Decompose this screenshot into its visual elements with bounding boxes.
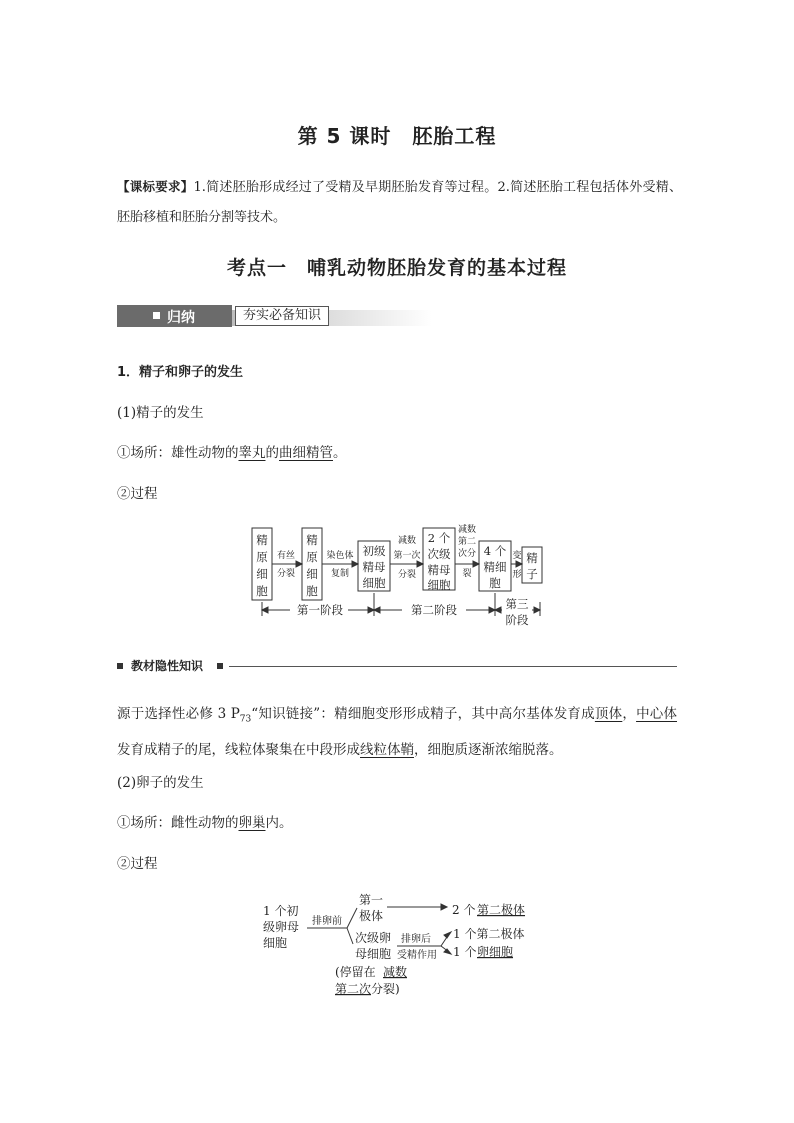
arrow-5-top-1: 变 xyxy=(512,551,522,561)
output-2-prefix: 1 个 xyxy=(453,945,477,959)
arrow-3-top-2: 第一次 xyxy=(393,551,421,561)
egg-place: ①场所：雌性动物的卵巢内。 xyxy=(117,815,293,831)
note-line-1-term: 减数 xyxy=(383,965,408,979)
sperm-process-label: ②过程 xyxy=(117,486,158,502)
diagram-cell-5-line-1: 4 个 xyxy=(483,544,507,558)
stage-1-label: 第一阶段 xyxy=(297,603,343,617)
stage-2-label: 第二阶段 xyxy=(411,603,457,617)
diagram-cell-1-char-1: 精 xyxy=(256,533,268,547)
egg-start-line-3: 细胞 xyxy=(263,936,288,950)
arrow-2-bottom: 复制 xyxy=(330,569,350,579)
square-bullet-icon xyxy=(117,663,123,669)
arrow-1-top: 有丝 xyxy=(276,551,296,561)
diagram-cell-4-line-4: 细胞 xyxy=(427,578,451,592)
tubule-term: 曲细精管 xyxy=(279,445,333,461)
result-prefix: 2 个 xyxy=(452,903,476,917)
page-title: 第 5 课时 胚胎工程 xyxy=(297,124,497,148)
diagram-cell-2-char-1: 精 xyxy=(306,533,318,547)
second-polar-term: 第二极体 xyxy=(477,903,526,917)
diagram-cell-5-line-2: 精细 xyxy=(483,560,507,574)
arrow-3-top-1: 减数 xyxy=(397,536,417,546)
requirements-text: 1.简述胚胎形成经过了受精及早期胚胎发育等过程。2.简述胚胎工程包括体外受精、胚胎移植和胚胎分割等技术。 xyxy=(117,180,682,225)
note-line-1-prefix: (停留在 xyxy=(335,965,376,979)
acrosome-term: 顶体 xyxy=(594,706,623,722)
secondary-oocyte-line-2: 母细胞 xyxy=(355,947,392,961)
heading-sperm-egg: 1．精子和卵子的发生 xyxy=(117,365,244,380)
diagram-cell-5-line-3: 胞 xyxy=(489,576,501,590)
egg-process-label: ②过程 xyxy=(117,856,158,872)
centrosome-term: 中心体 xyxy=(636,706,678,722)
egg-cell-term: 卵细胞 xyxy=(477,945,514,959)
fertilization-label: 受精作用 xyxy=(397,950,437,961)
diagram-cell-4-line-2: 次级 xyxy=(427,547,451,561)
after-ovulation-label: 排卵后 xyxy=(401,934,431,945)
section-title: 考点一 哺乳动物胚胎发育的基本过程 xyxy=(226,257,567,279)
diagram-cell-3-line-2: 精母 xyxy=(362,560,386,574)
note-line-2-term: 第二次 xyxy=(335,982,372,996)
egg-start-line-1: 1 个初 xyxy=(263,904,299,918)
hidden-knowledge-paragraph: 源于选择性必修 3 $P_{73}“$知识链接”：精细胞变形形成精子，其中高尔基体发育成顶体，中心体发育成精子的尾，线粒体聚集在中段形成线粒体鞘，细胞质逐渐浓缩脱落。 xyxy=(117,706,678,758)
diagram-cell-4-line-1: 2 个 xyxy=(427,531,451,545)
hidden-knowledge-heading: 教材隐性知识 xyxy=(117,657,677,677)
first-polar-line-1: 第一 xyxy=(359,893,384,907)
egg-start-line-2: 级卵母 xyxy=(263,920,300,934)
secondary-oocyte-line-1: 次级卵 xyxy=(355,931,392,945)
square-bullet-icon xyxy=(153,312,160,319)
ovary-term: 卵巢 xyxy=(238,815,266,831)
arrow-3-bottom: 分裂 xyxy=(397,570,417,580)
arrow-4-top-2: 第二 xyxy=(457,537,477,547)
diagram-cell-1-char-3: 细 xyxy=(256,567,268,581)
course-requirements xyxy=(117,172,682,233)
arrow-5-top-2: 形 xyxy=(512,570,522,580)
note-line-2-end: 分裂) xyxy=(371,982,400,996)
arrow-2-top: 染色体 xyxy=(326,551,354,561)
diagram-cell-1-char-4: 胞 xyxy=(256,584,268,598)
diagram-cell-3-line-1: 初级 xyxy=(362,544,386,558)
arrow-4-top-3: 次分 xyxy=(457,549,477,559)
testis-term: 睾丸 xyxy=(238,445,266,461)
before-ovulation-label: 排卵前 xyxy=(312,916,342,927)
sperm-formation-diagram xyxy=(240,520,560,632)
stage-3-line-1: 第三 xyxy=(505,597,529,611)
diagram-cell-6-char-1: 精 xyxy=(526,551,538,565)
banner-box: 夯实必备知识 xyxy=(235,306,329,326)
diagram-cell-6-char-2: 子 xyxy=(526,567,538,581)
arrow-4-bottom: 裂 xyxy=(462,569,472,579)
sperm-subheading: (1)精子的发生 xyxy=(117,405,204,421)
diagram-cell-3-line-3: 细胞 xyxy=(362,576,386,590)
diagram-cell-2-char-4: 胞 xyxy=(306,584,318,598)
requirements-tag: 【课标要求】 xyxy=(117,179,194,194)
banner-label: 归纳 xyxy=(167,310,195,326)
sperm-place: ①场所：雄性动物的睾丸的曲细精管。 xyxy=(117,445,347,461)
diagram-cell-2-char-2: 原 xyxy=(306,550,318,564)
arrow-4-top-1: 减数 xyxy=(457,525,477,535)
stage-3-line-2: 阶段 xyxy=(505,613,529,627)
egg-subheading: (2)卵子的发生 xyxy=(117,775,204,791)
egg-formation-diagram xyxy=(255,888,545,1000)
summary-banner xyxy=(117,304,432,328)
mito-sheath-term: 线粒体鞘 xyxy=(360,741,414,758)
diagram-cell-2-char-3: 细 xyxy=(306,567,318,581)
first-polar-line-2: 极体 xyxy=(359,909,384,923)
square-bullet-icon xyxy=(217,663,223,669)
diagram-cell-1-char-2: 原 xyxy=(256,550,268,564)
arrow-1-bottom: 分裂 xyxy=(276,569,296,579)
diagram-cell-4-line-3: 精母 xyxy=(427,563,451,577)
output-1: 1 个第二极体 xyxy=(453,927,525,941)
